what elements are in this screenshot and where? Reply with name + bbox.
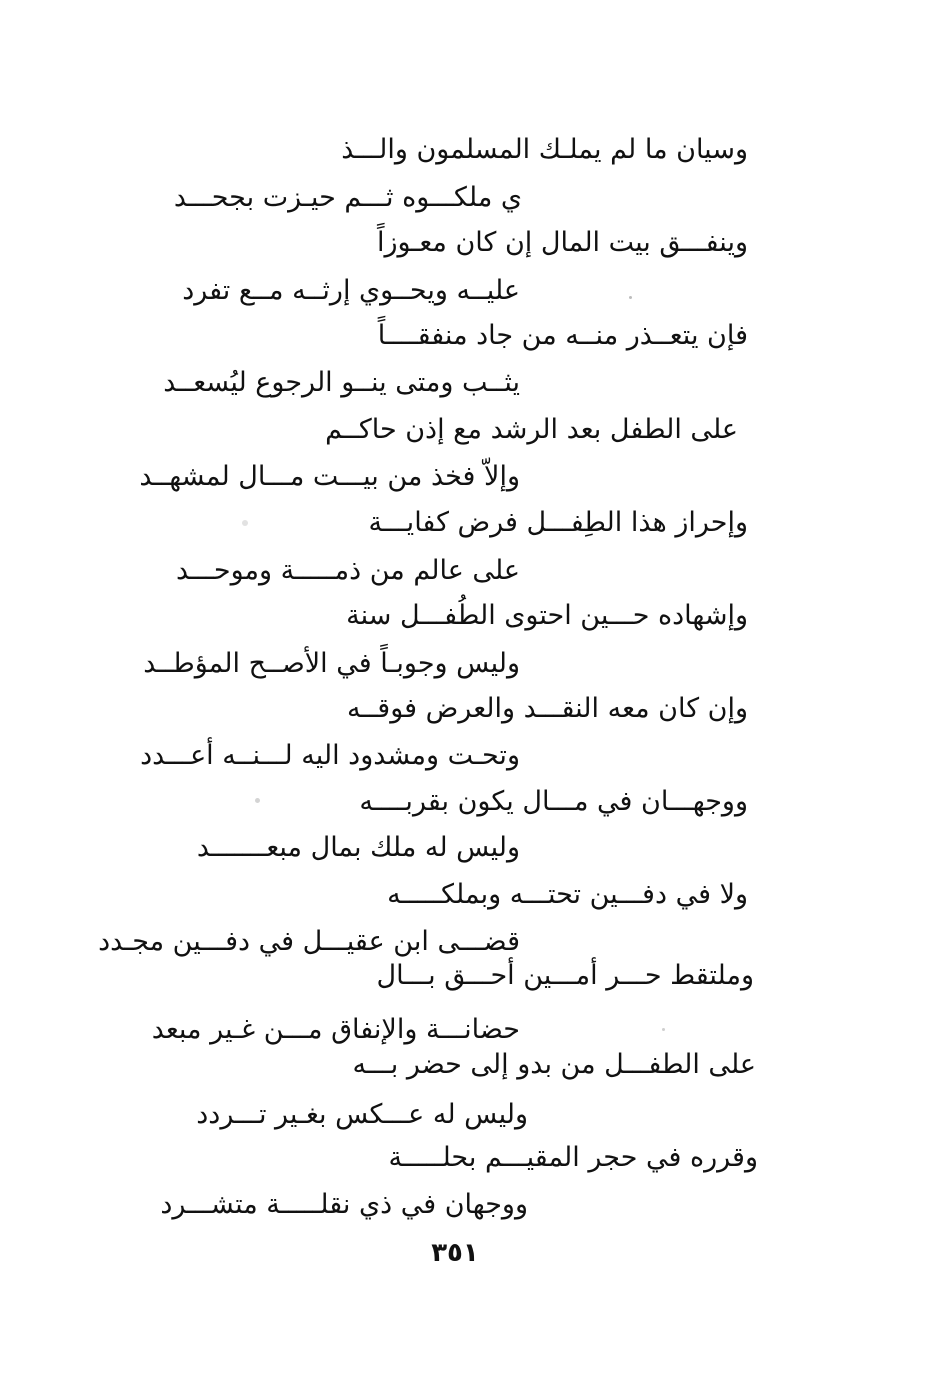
verse-line-13: وإن كان معه النقـــد والعرض فوقــه bbox=[347, 693, 748, 724]
verse-line-14: وتحـت ومشدود اليه لـــنــه أعـــدد bbox=[140, 740, 520, 771]
verse-line-9: وإحراز هذا الطِفـــل فرض كفايـــة bbox=[368, 507, 748, 538]
verse-line-4: عليــه ويحــوي إرثــه مــع تفرد bbox=[182, 275, 520, 306]
print-speck bbox=[255, 798, 260, 803]
verse-line-5: فإن يتعــذر منــه من جاد منفقــــاً bbox=[377, 320, 748, 351]
verse-line-8: وإلاّ فخذ من بيـــت مـــال لمشهــد bbox=[139, 461, 520, 492]
verse-line-17: ولا في دفـــين تحتـــه وبملكـــــه bbox=[387, 879, 748, 910]
verse-line-23: وقرره في حجر المقيـــم بحلـــــة bbox=[388, 1142, 758, 1173]
print-speck bbox=[242, 520, 248, 526]
verse-line-12: وليس وجوبـاً في الأصــح المؤطــد bbox=[143, 648, 520, 679]
verse-line-22: وليس له عـــكس بغـير تـــردد bbox=[196, 1099, 528, 1130]
print-speck bbox=[662, 1028, 665, 1031]
verse-line-16: وليس له ملك بمال مبعـــــــد bbox=[196, 832, 520, 863]
verse-line-2: ي ملكـــوه ثـــم حيـزت بجحـــد bbox=[173, 182, 522, 213]
verse-line-6: يثــب ومتى ينــو الرجوع ليُسعــد bbox=[163, 367, 520, 398]
verse-line-15: ووجهـــان في مـــال يكون بقربــــه bbox=[359, 786, 748, 817]
verse-line-1: وسيان ما لم يملـك المسلمون والـــذ bbox=[341, 134, 748, 165]
verse-line-11: وإشهاده حـــين احتوى الطُفـــل سنة bbox=[346, 600, 748, 631]
verse-line-21: على الطفـــل من بدو إلى حضر بـــه bbox=[352, 1049, 756, 1080]
verse-line-10: على عالم من ذمـــــة وموحـــد bbox=[176, 555, 520, 586]
verse-line-18: قضـــى ابن عقيـــل في دفـــين مجـدد bbox=[98, 926, 520, 957]
verse-line-3: وينفـــق بيت المال إن كان معـوزاً bbox=[377, 227, 748, 258]
page-number: ٣٥١ bbox=[431, 1238, 479, 1268]
verse-line-20: حضانـــة والإنفاق مـــن غـير مبعد bbox=[151, 1014, 520, 1045]
verse-line-7: على الطفل بعد الرشد مع إذن حاكــم bbox=[325, 414, 738, 445]
print-speck bbox=[629, 296, 632, 299]
verse-line-24: ووجهان في ذي نقلـــــة متشـــرد bbox=[160, 1189, 528, 1220]
verse-line-19: وملتقط حـــر أمـــين أحـــق بـــال bbox=[376, 960, 754, 991]
